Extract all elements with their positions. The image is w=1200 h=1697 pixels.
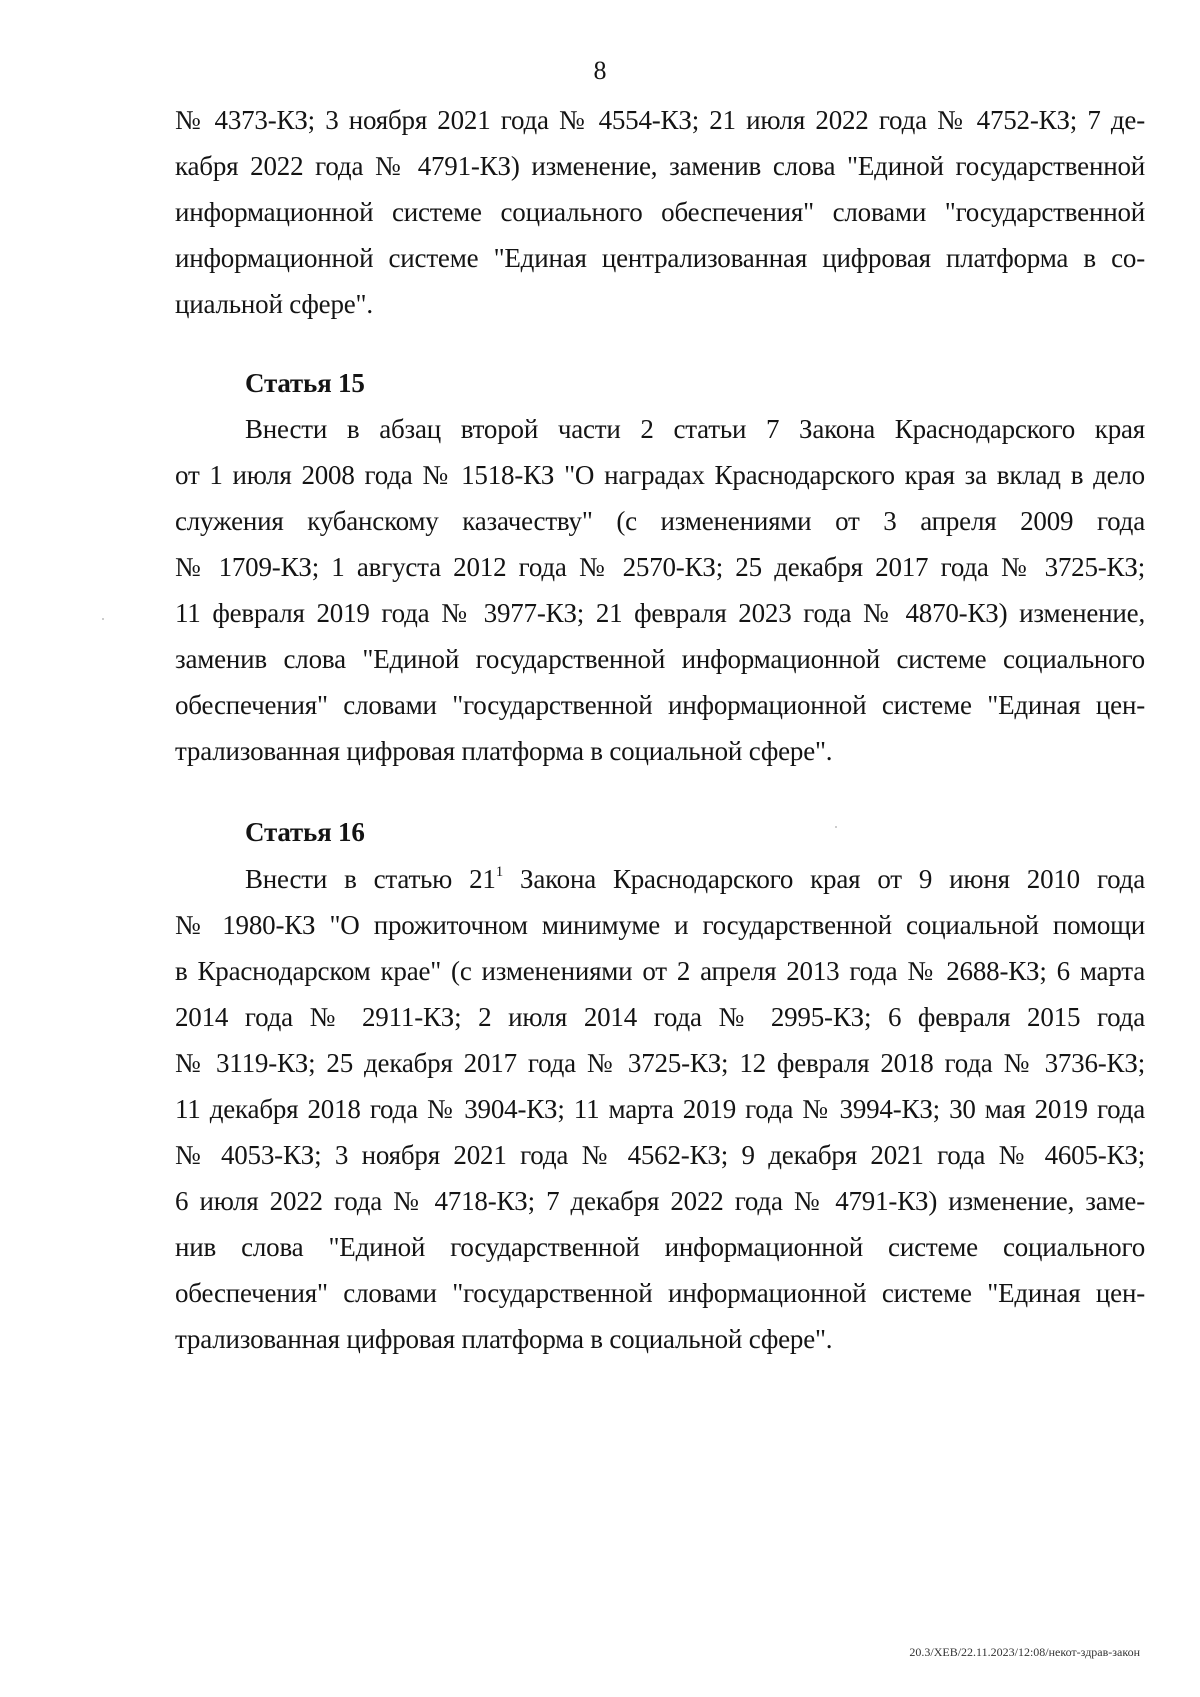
text-line: 11 февраля 2019 года № 3977-КЗ; 21 февраля 2023 года № 4870-КЗ) изменение, xyxy=(175,598,1145,628)
scan-speck xyxy=(835,826,837,828)
article-15-paragraph xyxy=(175,406,1145,774)
text-line: обеспечения" словами "государственной информационной системе "Единая цен- xyxy=(175,690,1145,720)
text-line: 6 июля 2022 года № 4718-КЗ; 7 декабря 2022 года № 4791-КЗ) изменение, заме- xyxy=(175,1186,1145,1216)
text-line: циальной сфере". xyxy=(175,289,373,319)
text-line: № 3119-КЗ; 25 декабря 2017 года № 3725-КЗ; 12 февраля 2018 года № 3736-КЗ; xyxy=(175,1048,1145,1078)
text-line: заменив слова "Единой государственной информационной системе социального xyxy=(175,644,1145,674)
article-16-heading: Статья 16 xyxy=(245,817,365,847)
superscript-marker: 1 xyxy=(495,864,504,880)
text-line: обеспечения" словами "государственной информационной системе "Единая цен- xyxy=(175,1278,1145,1308)
article-15-heading: Статья 15 xyxy=(245,368,365,398)
text-line: служения кубанскому казачеству" (с изменениями от 3 апреля 2009 года xyxy=(175,506,1145,536)
footer-stamp: 20.3/ХЕВ/22.11.2023/12:08/некот-здрав-закон xyxy=(909,1645,1140,1659)
text-fragment: Внести в статью 21 xyxy=(245,864,496,894)
text-line: трализованная цифровая платформа в социальной сфере". xyxy=(175,736,833,766)
continuation-paragraph xyxy=(175,97,1145,327)
article-16-paragraph xyxy=(175,856,1145,1362)
text-line: № 4373-КЗ; 3 ноября 2021 года № 4554-КЗ; 21 июля 2022 года № 4752-КЗ; 7 де- xyxy=(175,105,1145,135)
text-line: кабря 2022 года № 4791-КЗ) изменение, заменив слова "Единой государственной xyxy=(175,151,1145,181)
text-line: в Краснодарском крае" (с изменениями от 2 апреля 2013 года № 2688-КЗ; 6 марта xyxy=(175,956,1145,986)
text-line: № 1709-КЗ; 1 августа 2012 года № 2570-КЗ; 25 декабря 2017 года № 3725-КЗ; xyxy=(175,552,1145,582)
scan-speck xyxy=(102,618,104,620)
text-line: Внести в абзац второй части 2 статьи 7 Закона Краснодарского края xyxy=(245,414,1145,444)
text-line: нив слова "Единой государственной информационной системе социального xyxy=(175,1232,1145,1262)
text-line: № 1980-КЗ "О прожиточном минимуме и государственной социальной помощи xyxy=(175,910,1145,940)
text-line: трализованная цифровая платформа в социальной сфере". xyxy=(175,1324,833,1354)
text-fragment: Закона Краснодарского края от 9 июня 2010 года xyxy=(503,864,1145,894)
page-number: 8 xyxy=(593,56,607,85)
text-line: № 4053-КЗ; 3 ноября 2021 года № 4562-КЗ; 9 декабря 2021 года № 4605-КЗ; xyxy=(175,1140,1145,1170)
text-line: информационной системе социального обеспечения" словами "государственной xyxy=(175,197,1145,227)
text-line-with-superscript xyxy=(175,856,1145,902)
text-line: 2014 года № 2911-КЗ; 2 июля 2014 года № 2995-КЗ; 6 февраля 2015 года xyxy=(175,1002,1145,1032)
text-line: 11 декабря 2018 года № 3904-КЗ; 11 марта 2019 года № 3994-КЗ; 30 мая 2019 года xyxy=(175,1094,1145,1124)
text-line: от 1 июля 2008 года № 1518-КЗ "О наградах Краснодарского края за вклад в дело xyxy=(175,460,1145,490)
text-line: информационной системе "Единая централизованная цифровая платформа в со- xyxy=(175,243,1145,273)
